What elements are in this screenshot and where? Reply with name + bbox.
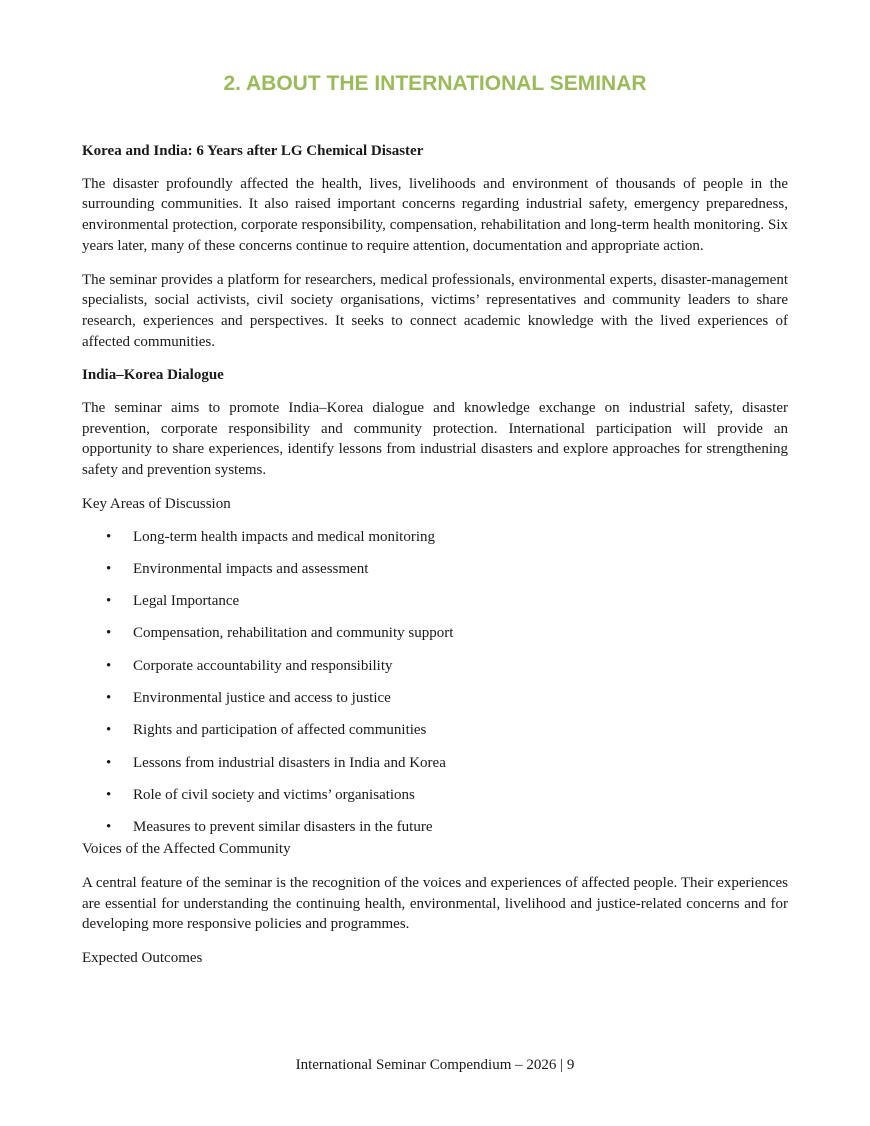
section-heading-voices: Voices of the Affected Community — [82, 841, 291, 858]
list-item — [82, 591, 788, 623]
page-footer: International Seminar Compendium – 2026 | 9 — [295, 1057, 575, 1073]
bullet-icon: • — [106, 560, 112, 577]
section-heading-korea-india: Korea and India: 6 Years after LG Chemical Disaster — [82, 143, 424, 159]
list-item-text: Legal Importance — [133, 593, 240, 610]
list-item — [82, 559, 788, 591]
list-item-text: Environmental impacts and assessment — [133, 560, 369, 577]
page-title: 2. ABOUT THE INTERNATIONAL SEMINAR — [223, 72, 647, 95]
list-item-text: Compensation, rehabilitation and community support — [133, 625, 454, 642]
key-areas-list — [82, 527, 788, 840]
list-item-text: Rights and participation of affected communities — [133, 722, 427, 739]
paragraph-voices: A central feature of the seminar is the recognition of the voices and experiences of affected people. Their experiences are essential for understanding the continuing health, environmental, livelihood and justice-related concerns and for developing more responsive policies and programmes. — [82, 874, 788, 933]
list-item — [82, 785, 788, 817]
bullet-icon: • — [106, 754, 112, 771]
list-item — [82, 688, 788, 720]
page-content — [82, 141, 788, 981]
section-heading-dialogue: India–Korea Dialogue — [82, 367, 224, 384]
section-heading-outcomes: Expected Outcomes — [82, 950, 203, 967]
bullet-icon: • — [106, 528, 112, 545]
bullet-icon: • — [106, 786, 112, 803]
bullet-icon: • — [106, 722, 112, 739]
bullet-icon: • — [106, 819, 112, 836]
list-item-text: Lessons from industrial disasters in India and Korea — [133, 754, 446, 771]
list-item-text: Corporate accountability and responsibility — [133, 657, 393, 674]
paragraph-seminar-platform: The seminar provides a platform for researchers, medical professionals, environmental experts, disaster-management specialists, social activists, civil society organisations, victims’ representatives and community leaders to share research, experiences and perspectives. It seeks to connect academic knowledge with the lived experiences of affected communities. — [82, 271, 788, 350]
document-page — [82, 0, 788, 1126]
bullet-icon: • — [106, 690, 112, 707]
list-item — [82, 753, 788, 785]
list-item-text: Environmental justice and access to justice — [133, 690, 391, 707]
paragraph-disaster-impact: The disaster profoundly affected the health, lives, livelihoods and environment of thousands of people in the surrounding communities. It also raised important concerns regarding industrial safety, emergency preparedness, environmental protection, corporate responsibility, compensation, rehabilitation and long-term health monitoring. Six years later, many of these concerns continue to require attention, documentation and appropriate action. — [82, 175, 788, 254]
list-item — [82, 720, 788, 752]
list-item-text: Long-term health impacts and medical monitoring — [133, 528, 435, 545]
list-item-text: Measures to prevent similar disasters in the future — [133, 819, 433, 836]
bullet-icon: • — [106, 657, 112, 674]
bullet-icon: • — [106, 593, 112, 610]
list-item — [82, 817, 788, 839]
paragraph-dialogue: The seminar aims to promote India–Korea dialogue and knowledge exchange on industrial safety, disaster prevention, corporate responsibility and community protection. International participation will provide an opportunity to share experiences, identify lessons from industrial disasters and explore approaches for strengthening safety and prevention systems. — [82, 400, 788, 479]
section-heading-key-areas: Key Areas of Discussion — [82, 495, 231, 512]
list-item — [82, 527, 788, 559]
list-item — [82, 656, 788, 688]
list-item — [82, 623, 788, 655]
bullet-icon: • — [106, 625, 112, 642]
list-item-text: Role of civil society and victims’ organisations — [133, 786, 415, 803]
